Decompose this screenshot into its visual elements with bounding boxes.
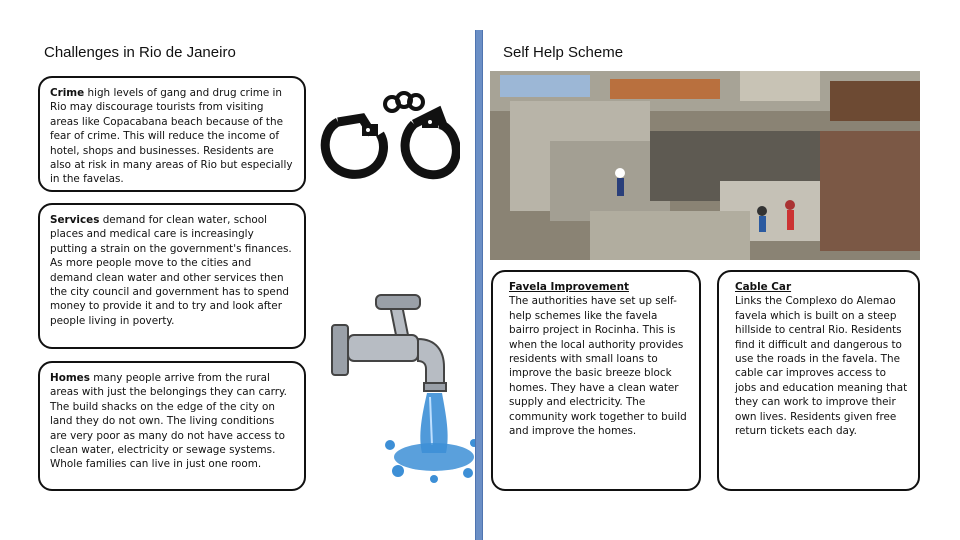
homes-box [38,361,306,491]
cable-car-text: Links the Complexo do Alemao favela which is built on a steep hillside to central Rio. Residents find it difficult and dangerous to use the roads in the favela. The cable car improves access to jobs and education meaning that they can work to improve their own lives. Residents given free return tickets each day. [735,295,908,438]
crime-label: Crime [50,87,85,99]
crime-box [38,76,306,192]
cable-car-heading: Cable Car [735,281,792,293]
cable-car-box [717,270,920,491]
services-text: demand for clean water, school places and medical care is increasingly putting a strain on the government's finances. As more people move to the cities and demand clean water and other services then the city council and government has to spend money to provide it and to try and look after people living in poverty. [50,214,292,327]
favela-improvement-box [491,270,701,491]
self-help-title: Self Help Scheme [503,44,624,61]
challenges-title: Challenges in Rio de Janeiro [44,44,236,61]
column-divider [475,30,483,540]
homes-label: Homes [50,372,90,384]
handcuffs-image [318,88,460,184]
crime-text: high levels of gang and drug crime in Rio may discourage tourists from visiting areas like Copacabana beach because of the fear of crime. This will reduce the income of hotel, shops and businesses. Residents are also at risk in many areas of Rio but especially in the favelas. [50,87,293,186]
favela-text: The authorities have set up self-help schemes like the favela bairro project in Rocinha. This is when the local authority provides residents with small loans to improve the basic breeze block homes. They have a clean water supply and electricity. The community work together to build and improve the homes. [509,295,687,438]
favela-heading: Favela Improvement [509,281,629,293]
homes-text: many people arrive from the rural areas with just the belongings they can carry. The build shacks on the edge of the city on land they do not own. The living conditions are very poor as many do not have access to clean water, electricity or sewage systems. Whole families can live in just one room. [50,372,287,471]
favela-construction-photo [490,71,920,260]
services-box [38,203,306,349]
water-tap-image [326,285,476,485]
services-label: Services [50,214,100,226]
